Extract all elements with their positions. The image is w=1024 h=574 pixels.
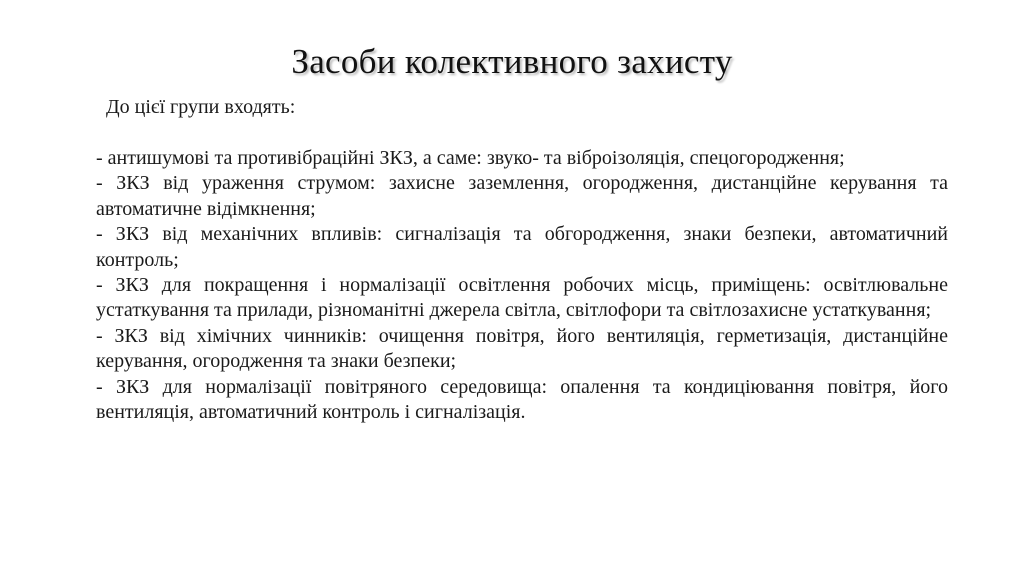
list-item: - ЗКЗ для покращення і нормалізації освітлення робочих місць, приміщень: освітлювальне устаткування та прилади, різноманітні джерела світла, світлофори та світлозахисне устаткування;	[96, 274, 948, 322]
list-item: - ЗКЗ від механічних впливів: сигналізація та обгородження, знаки безпеки, автоматичний контроль;	[96, 223, 948, 271]
list-item: - ЗКЗ від хімічних чинників: очищення повітря, його вентиляція, герметизація, дистанційне керування, огородження та знаки безпеки;	[96, 324, 948, 373]
slide-title: Засоби колективного захисту	[291, 42, 733, 81]
list-item: - ЗКЗ від ураження струмом: захисне заземлення, огородження, дистанційне керування та автоматичне відімкнення;	[96, 172, 948, 220]
list-item: - антишумові та противібраційні ЗКЗ, а саме: звуко- та віброізоляція, спецогородження;	[96, 147, 845, 169]
list-item: - ЗКЗ для нормалізації повітряного середовища: опалення та кондиціювання повітря, його вентиляція, автоматичний контроль і сигналізація.	[96, 375, 948, 424]
items-list	[96, 146, 948, 425]
intro-text: До цієї групи входять:	[106, 96, 296, 118]
